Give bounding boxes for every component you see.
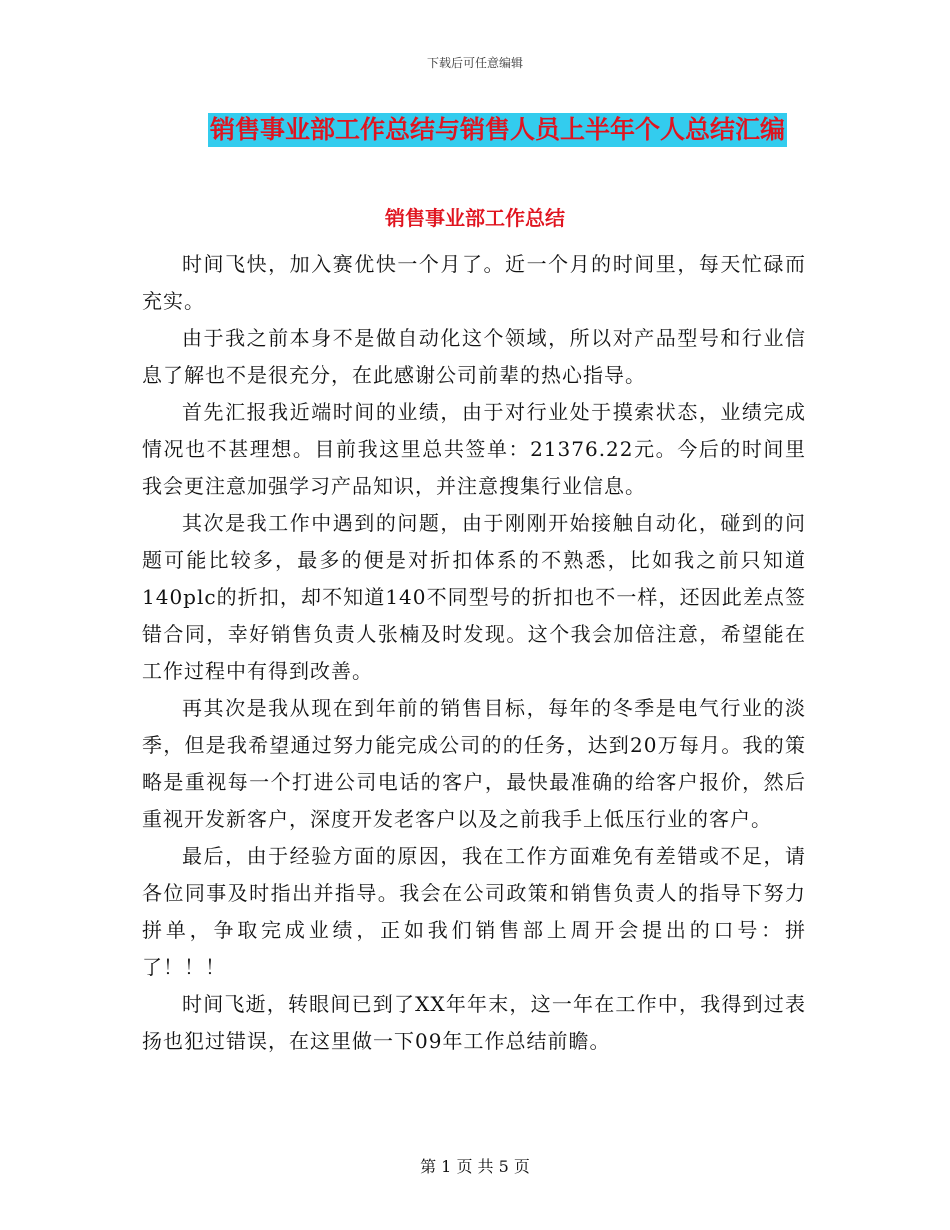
document-body (142, 246, 806, 1060)
paragraph-5: 再其次是我从现在到年前的销售目标，每年的冬季是电气行业的淡季，但是我希望通过努力能完成公司的的任务，达到20万每月。我的策略是重视每一个打进公司电话的客户，最快最准确的给客户报价，然后重视开发新客户，深度开发老客户以及之前我手上低压行业的客户。 (142, 696, 806, 831)
paragraph-3: 首先汇报我近端时间的业绩，由于对行业处于摸索状态，业绩完成情况也不甚理想。目前我这里总共签单：21376.22元。今后的时间里我会更注意加强学习产品知识，并注意搜集行业信息。 (142, 400, 806, 498)
paragraph-1: 时间飞快，加入赛优快一个月了。近一个月的时间里，每天忙碌而充实。 (142, 252, 806, 313)
document-title-container (0, 113, 950, 147)
header-note: 下载后可任意编辑 (426, 56, 523, 70)
page-footer: 第 1 页 共 5 页 (420, 1157, 530, 1176)
paragraph-4: 其次是我工作中遇到的问题，由于刚刚开始接触自动化，碰到的问题可能比较多，最多的便是对折扣体系的不熟悉，比如我之前只知道140plc的折扣，却不知道140不同型号的折扣也不一样，还因此差点签错合同，幸好销售负责人张楠及时发现。这个我会加倍注意，希望能在工作过程中有得到改善。 (142, 511, 806, 683)
paragraph-2: 由于我之前本身不是做自动化这个领域，所以对产品型号和行业信息了解也不是很充分，在此感谢公司前辈的热心指导。 (142, 326, 806, 387)
document-title: 销售事业部工作总结与销售人员上半年个人总结汇编 (208, 113, 787, 147)
section-title: 销售事业部工作总结 (385, 206, 565, 230)
paragraph-7: 时间飞逝，转眼间已到了XX年年末，这一年在工作中，我得到过表扬也犯过错误，在这里做一下09年工作总结前瞻。 (142, 992, 806, 1053)
paragraph-6: 最后，由于经验方面的原因，我在工作方面难免有差错或不足，请各位同事及时指出并指导。我会在公司政策和销售负责人的指导下努力拼单，争取完成业绩，正如我们销售部上周开会提出的口号：拼了！！！ (142, 844, 806, 979)
